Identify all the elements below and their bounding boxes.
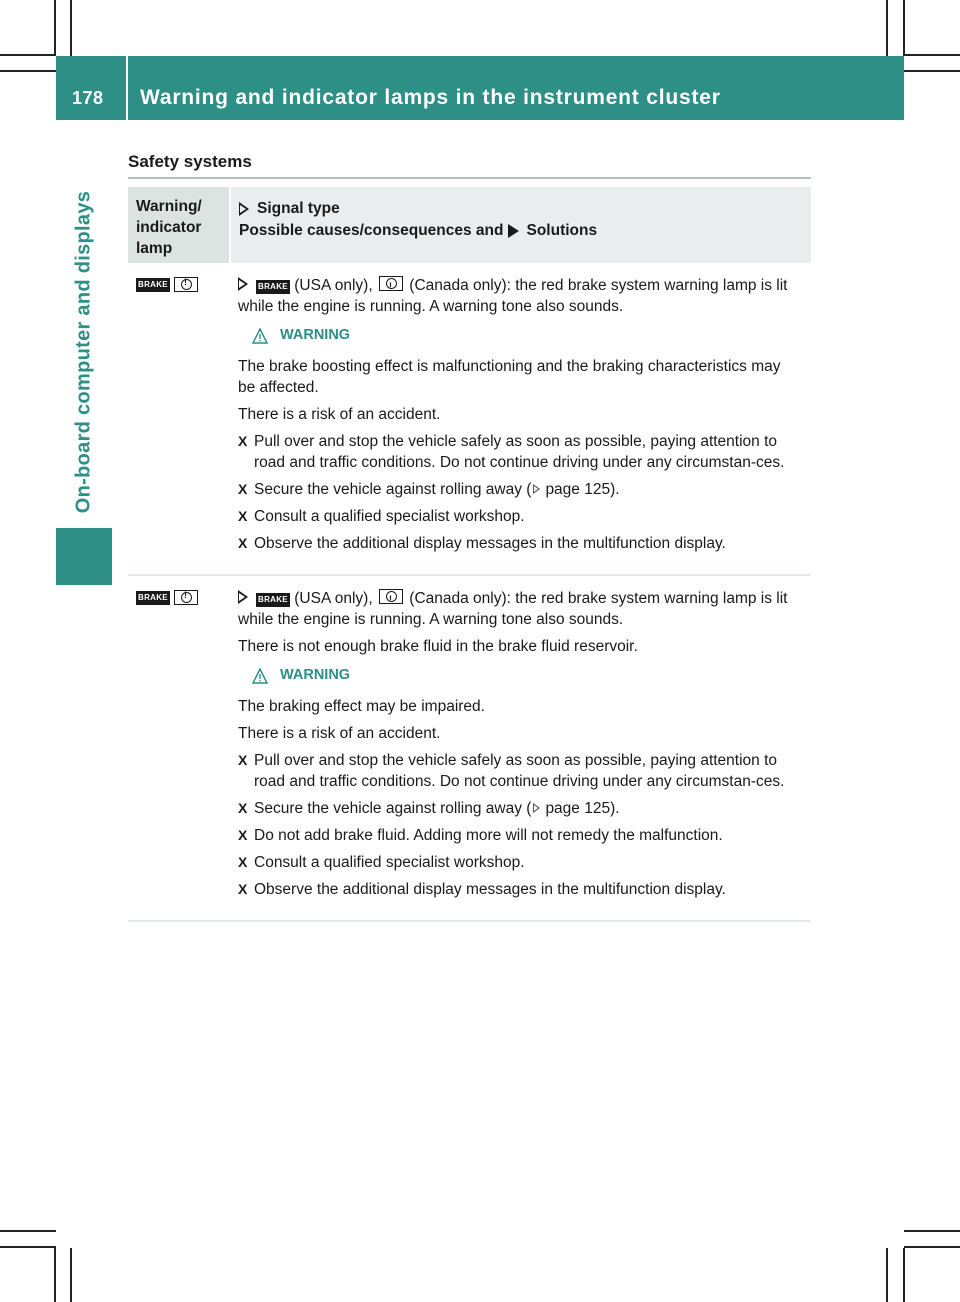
crop-mark <box>904 54 960 56</box>
action-marker-icon: X <box>238 800 248 816</box>
description-cell <box>229 576 811 920</box>
page-reference-icon <box>533 484 540 494</box>
signal-type-label: Signal type <box>257 200 340 217</box>
warning-lamp-table <box>128 187 811 922</box>
crop-mark <box>0 70 56 72</box>
chapter-tab-marker <box>56 528 112 585</box>
action-marker-icon: X <box>238 481 248 497</box>
cause-text: There is not enough brake fluid in the brake fluid reservoir. <box>238 638 638 655</box>
action-marker-icon: X <box>238 508 248 524</box>
causes-label: Possible causes/consequences and <box>239 222 504 239</box>
section-divider <box>128 177 811 179</box>
table-row <box>128 576 811 922</box>
warning-text: There is a risk of an accident. <box>238 406 441 423</box>
crop-mark <box>886 1248 888 1302</box>
action-marker-icon: X <box>238 827 248 843</box>
page-reference-link[interactable]: page 125). <box>545 481 620 498</box>
crop-mark <box>54 0 56 56</box>
chapter-tab-label: On-board computer and displays <box>72 190 95 514</box>
table-row <box>128 263 811 576</box>
crop-mark <box>0 1246 56 1248</box>
crop-mark <box>904 70 960 72</box>
solution-step: X Observe the additional display messages in the multifunction display. <box>238 535 726 552</box>
crop-mark <box>70 0 72 56</box>
signal-type-icon <box>239 202 249 216</box>
crop-mark <box>904 1230 960 1232</box>
action-marker-icon: X <box>238 752 248 768</box>
brake-circle-warning-icon <box>174 590 198 605</box>
solutions-label: Solutions <box>526 222 598 239</box>
description-cell <box>229 263 811 574</box>
action-marker-icon: X <box>238 854 248 870</box>
lamp-column-header: Warning/ indicator lamp <box>128 187 229 263</box>
lamp-cell <box>128 263 229 574</box>
brake-circle-warning-icon <box>379 276 403 291</box>
action-marker-icon: X <box>238 881 248 897</box>
brake-circle-warning-icon <box>379 589 403 604</box>
warning-heading: WARNING <box>252 665 801 686</box>
crop-mark <box>0 54 56 56</box>
crop-mark <box>0 1230 56 1232</box>
warning-heading: WARNING <box>252 325 801 346</box>
crop-mark <box>54 1248 56 1302</box>
signal-type-icon <box>238 590 248 604</box>
solution-step: X Observe the additional display messages in the multifunction display. <box>238 881 726 898</box>
action-marker-icon: X <box>238 433 248 449</box>
crop-mark <box>904 1246 960 1248</box>
warning-triangle-icon <box>252 668 268 684</box>
solution-step: X Secure the vehicle against rolling away ( page 125). <box>238 481 620 498</box>
solution-step: X Consult a qualified specialist workshop. <box>238 508 525 525</box>
page-reference-link[interactable]: page 125). <box>545 800 620 817</box>
section-title: Safety systems <box>128 152 252 171</box>
warning-text: The brake boosting effect is malfunctioning and the braking characteristics may be affected. <box>238 358 781 396</box>
crop-mark <box>903 0 905 56</box>
signal-column-header <box>231 187 811 263</box>
crop-mark <box>70 1248 72 1302</box>
solution-step: X Pull over and stop the vehicle safely as soon as possible, paying attention to road and traffic conditions. Do not continue driving under any circumstan-ces. <box>238 433 785 471</box>
lamp-cell <box>128 576 229 920</box>
header-divider <box>126 56 128 120</box>
page-reference-icon <box>533 803 540 813</box>
solution-step: X Secure the vehicle against rolling away ( page 125). <box>238 800 620 817</box>
warning-text: There is a risk of an accident. <box>238 725 441 742</box>
warning-text: The braking effect may be impaired. <box>238 698 485 715</box>
warning-triangle-icon <box>252 328 268 344</box>
brake-circle-warning-icon <box>174 277 198 292</box>
signal-type-icon <box>238 277 248 291</box>
crop-mark <box>886 0 888 56</box>
solution-step: X Consult a qualified specialist workshop. <box>238 854 525 871</box>
solutions-icon <box>508 224 519 238</box>
brake-warning-icon: BRAKE <box>256 280 290 294</box>
crop-mark <box>903 1248 905 1302</box>
signal-description: BRAKE (USA only), ! (Canada only): the red brake system warning lamp is lit while the engine is running. A warning tone also sounds. <box>238 588 801 630</box>
table-header <box>128 187 811 263</box>
page-title: Warning and indicator lamps in the instrument cluster <box>140 86 721 109</box>
action-marker-icon: X <box>238 535 248 551</box>
signal-description: BRAKE (USA only), ! (Canada only): the red brake system warning lamp is lit while the engine is running. A warning tone also sounds. <box>238 275 801 317</box>
solution-step: X Pull over and stop the vehicle safely as soon as possible, paying attention to road and traffic conditions. Do not continue driving under any circumstan-ces. <box>238 752 785 790</box>
solution-step: X Do not add brake fluid. Adding more will not remedy the malfunction. <box>238 827 723 844</box>
brake-warning-icon: BRAKE <box>136 591 170 605</box>
brake-warning-icon: BRAKE <box>256 593 290 607</box>
page-number: 178 <box>72 88 104 108</box>
brake-warning-icon: BRAKE <box>136 278 170 292</box>
